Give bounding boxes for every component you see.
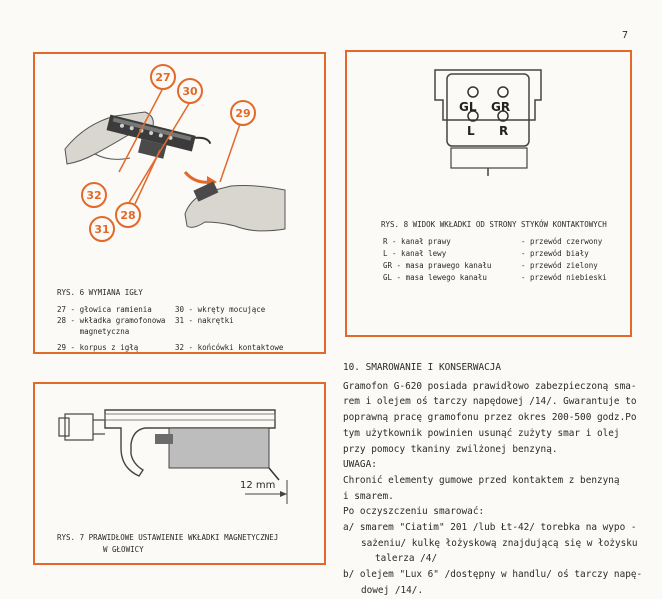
paragraph-line: tym użytkownik powinien usunąć zużyty smar i olej	[343, 427, 620, 439]
legend-item: 27 - głowica ramienia	[57, 305, 152, 314]
item-a-line: a/ smarem "Ciatim" 201 /lub Łt-42/ torebka na wypo -	[343, 522, 637, 534]
page-number: 7	[621, 30, 628, 41]
headshell-side-view-diagram	[35, 384, 324, 524]
figure-7-caption	[57, 532, 278, 556]
item-b-line: dowej /14/.	[361, 584, 424, 596]
figure-8-caption: RYS. 8 WIDOK WKŁADKI OD STRONY STYKÓW KONTAKTOWYCH	[381, 220, 607, 229]
note-label: UWAGA:	[343, 459, 377, 471]
connector-gl: GL	[459, 100, 477, 114]
figure-6-caption: RYS. 6 WYMIANA IGŁY	[57, 288, 143, 297]
legend-item: 29 - korpus z igłą	[57, 343, 139, 352]
badge-32: 32	[81, 182, 107, 208]
cartridge-rear-view-diagram	[347, 52, 630, 192]
figure-8-panel	[345, 50, 632, 337]
figure-7-panel	[33, 382, 326, 565]
dimension-label: 12 mm	[240, 480, 276, 491]
item-a-line: talerza /4/	[375, 553, 438, 565]
note-line: Chronić elementy gumowe przed kontaktem z benzyną	[343, 474, 620, 486]
connector-r: R	[499, 124, 509, 138]
item-b-line: b/ olejem "Lux 6" /dostępny w handlu/ oś tarczy napę-	[343, 569, 643, 581]
legend-item: 32 - końcówki kontaktowe	[175, 343, 284, 352]
paragraph-line: przy pomocy tkaniny zwilżonej benzyną.	[343, 443, 558, 455]
figure-6-legend	[57, 287, 317, 353]
paragraph-line: poprawną pracę gramofonu przez okres 200-500 godz.Po	[343, 412, 637, 424]
caption-line: RYS. 7 PRAWIDŁOWE USTAWIENIE WKŁADKI MAGNETYCZNEJ	[57, 533, 279, 542]
legend-item: 28 - wkładka gramofonowa	[57, 316, 166, 325]
legend-wire: - przewód czerwony	[521, 237, 603, 246]
item-a-line: sażeniu/ kulkę łożyskową znajdującą się w łożysku	[361, 537, 638, 549]
figure-6-panel	[33, 52, 326, 354]
section-10-text	[343, 360, 643, 599]
legend-wire: - przewód biały	[521, 249, 589, 258]
legend-wire: - przewód niebieski	[521, 273, 607, 282]
legend-code: GL - masa lewego kanału	[383, 273, 487, 282]
section-heading: 10. SMAROWANIE I KONSERWACJA	[343, 362, 502, 373]
after-cleaning-label: Po oczyszczeniu smarować:	[343, 506, 485, 518]
caption-line: W GŁOWICY	[103, 545, 144, 554]
badge-28: 28	[115, 202, 141, 228]
paragraph-line: Gramofon G-620 posiada prawidłowo zabezpieczoną sma-	[343, 380, 637, 392]
badge-29: 29	[230, 100, 256, 126]
badge-31: 31	[89, 216, 115, 242]
connector-gr: GR	[491, 100, 511, 114]
note-line: i smarem.	[343, 490, 394, 502]
legend-code: L - kanał lewy	[383, 249, 447, 258]
legend-item: 31 - nakrętki	[175, 316, 234, 325]
connector-l: L	[467, 124, 475, 138]
legend-code: R - kanał prawy	[383, 237, 451, 246]
legend-item: 30 - wkręty mocujące	[175, 305, 266, 314]
badge-30: 30	[177, 78, 203, 104]
legend-item: magnetyczna	[57, 327, 130, 336]
legend-code: GR - masa prawego kanału	[383, 261, 492, 270]
legend-wire: - przewód zielony	[521, 261, 598, 270]
badge-27: 27	[150, 64, 176, 90]
paragraph-line: rem i olejem oś tarczy napędowej /14/. Gwarantuje to	[343, 396, 637, 408]
